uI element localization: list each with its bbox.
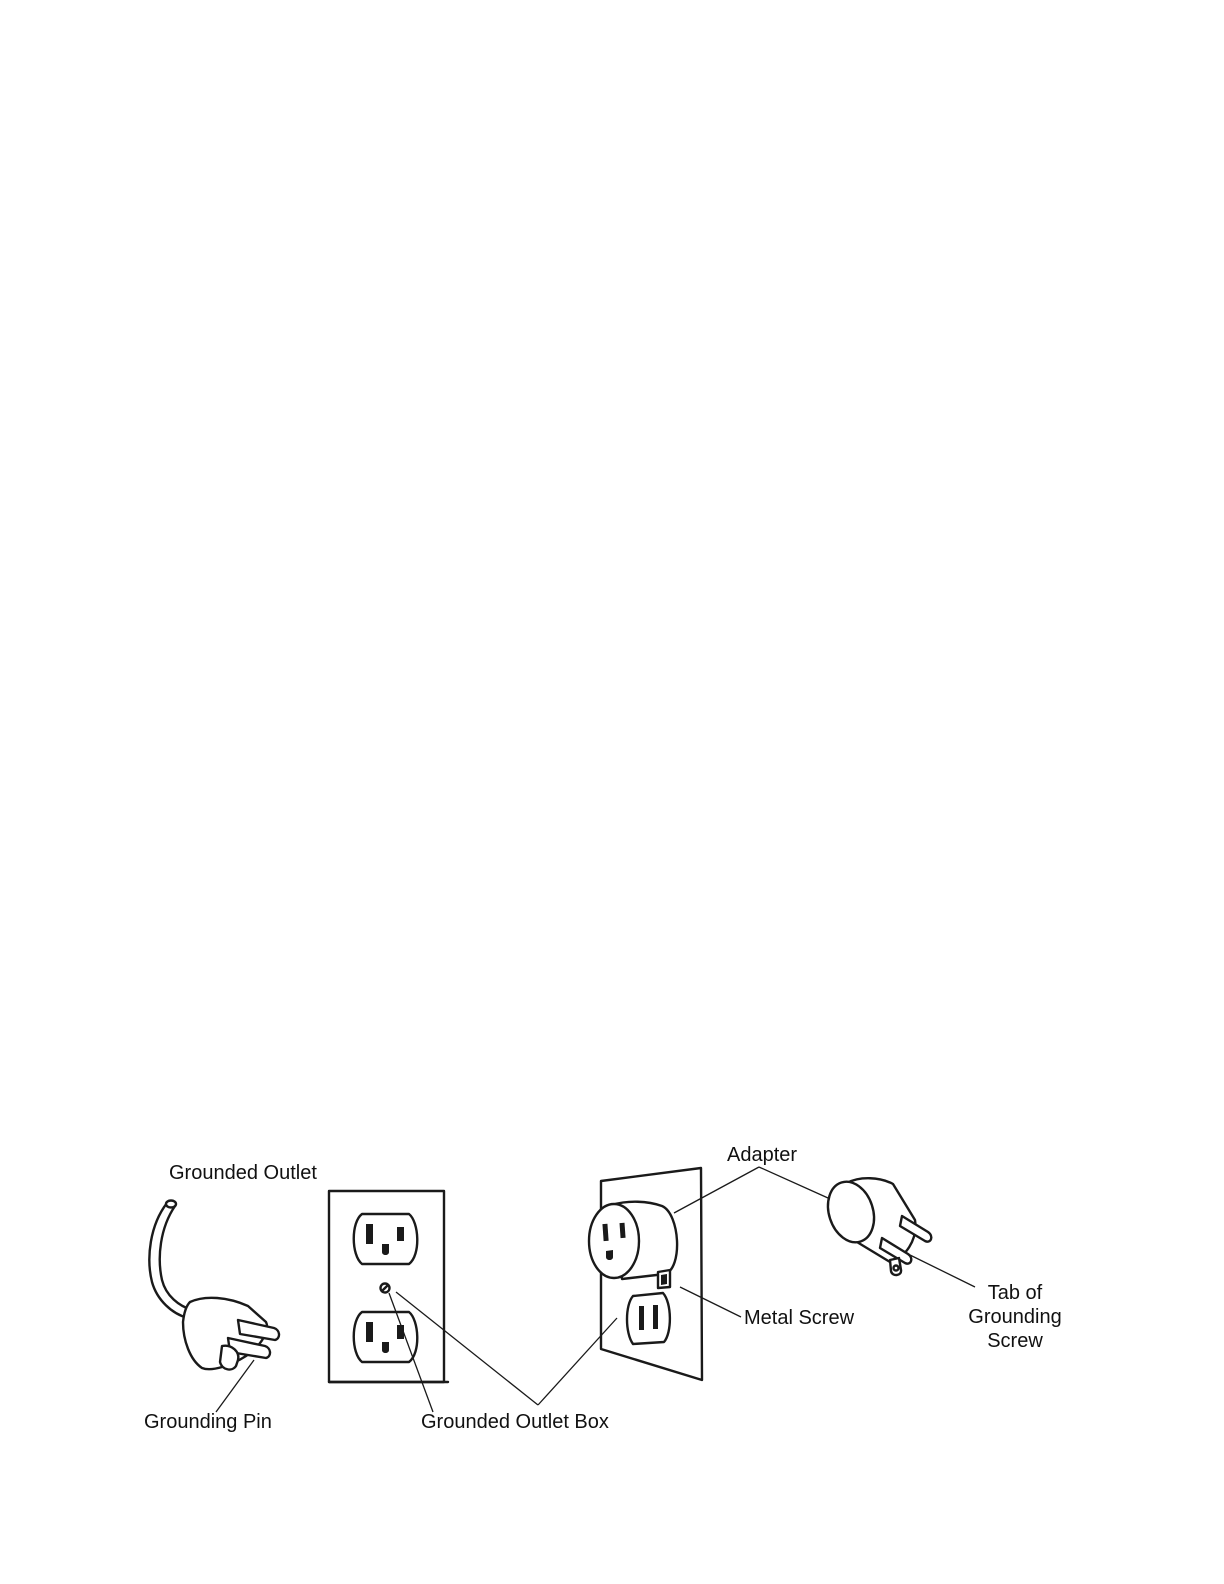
- label-tab-line2: Grounding: [968, 1306, 1062, 1328]
- cord-outer: [149, 1203, 188, 1318]
- lower-receptacle: [354, 1312, 418, 1362]
- lower-slot-left: [366, 1322, 373, 1342]
- label-grounding-pin: Grounding Pin: [144, 1411, 272, 1433]
- leader-box-to-wall: [538, 1318, 617, 1405]
- grounding-pin: [220, 1346, 238, 1370]
- cord-end: [166, 1201, 176, 1208]
- upper-slot-left: [366, 1224, 373, 1244]
- label-grounded-outlet: Grounded Outlet: [169, 1162, 317, 1184]
- wall-slot-left: [639, 1306, 644, 1330]
- leader-tab: [910, 1255, 975, 1287]
- loose-adapter: [820, 1176, 931, 1275]
- cord-inner: [160, 1206, 192, 1310]
- upper-slot-right: [397, 1227, 404, 1241]
- label-metal-screw: Metal Screw: [744, 1307, 855, 1329]
- adapter-face: [589, 1204, 639, 1278]
- leader-box-to-screw-b: [389, 1293, 433, 1412]
- leader-adapter-to-attached: [674, 1167, 759, 1213]
- wall-receptacle: [627, 1293, 670, 1344]
- wall-slot-right: [653, 1305, 658, 1329]
- three-prong-plug: [149, 1201, 279, 1370]
- lower-ground-hole: [382, 1342, 389, 1353]
- leader-adapter-to-loose: [759, 1167, 828, 1198]
- metal-screw: [661, 1274, 667, 1285]
- label-adapter: Adapter: [727, 1144, 798, 1166]
- adapter-slot-right: [620, 1223, 626, 1238]
- label-grounded-outlet-box: Grounded Outlet Box: [421, 1411, 609, 1433]
- leader-metal-screw: [680, 1287, 741, 1317]
- duplex-outlet: [329, 1191, 448, 1382]
- label-tab-line1: Tab of: [987, 1282, 1043, 1304]
- adapter-ground-hole: [606, 1250, 613, 1260]
- upper-receptacle: [354, 1214, 418, 1264]
- adapter-outlet: [589, 1168, 702, 1380]
- upper-ground-hole: [382, 1244, 389, 1255]
- label-tab-line3: Screw: [987, 1330, 1043, 1352]
